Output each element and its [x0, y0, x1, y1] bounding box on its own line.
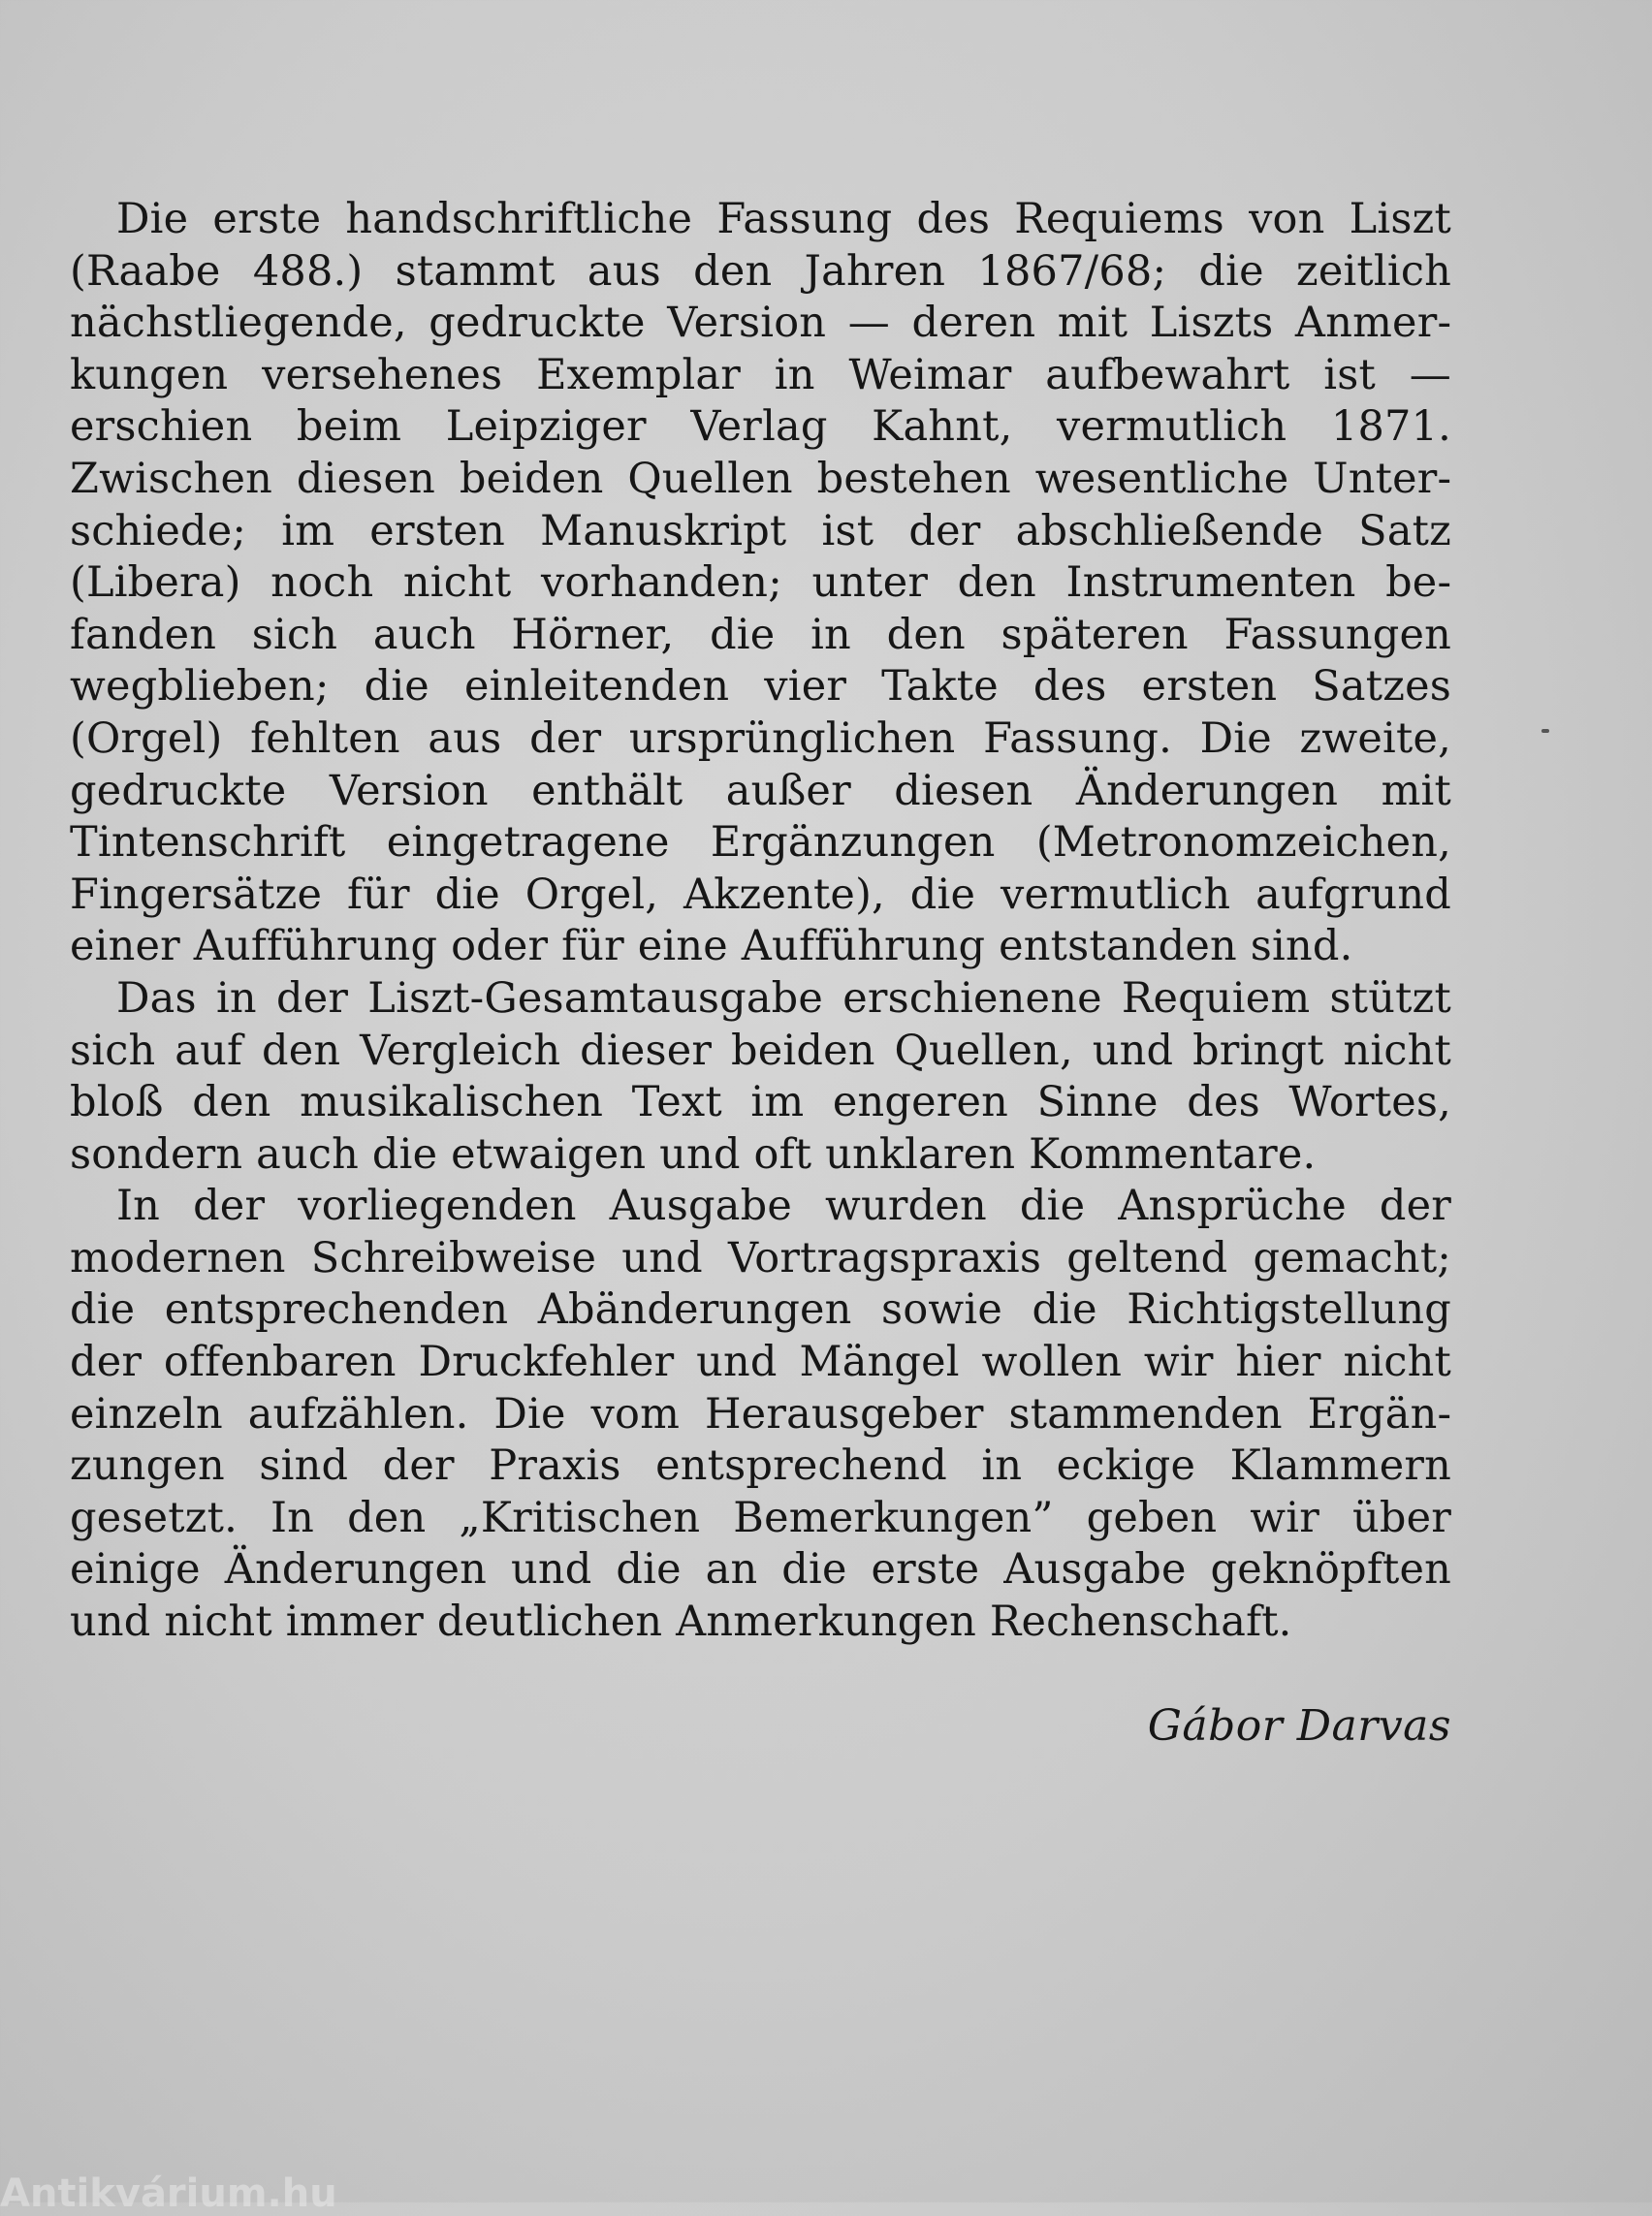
author-signature: Gábor Darvas [1147, 1701, 1451, 1751]
paragraph-3: In der vorliegenden Ausgabe wurden die Ansprüche der modernen Schreibweise und Vortragspraxis geltend gemacht; die entsprechenden Abänderungen sowie die Richtigstellung der offenbaren Druckfehler und Mängel wollen wir hier nicht einzeln aufzählen. Die vom Herausgeber stammenden Ergänzungen sind der Praxis entsprechend in eckige Klammern gesetzt. In den „Kritischen Bemerkungen” geben wir über einige Änderungen und die an die erste Ausgabe geknöpften und nicht immer deutlichen Anmerkungen Rechenschaft. [70, 1182, 1451, 1647]
paragraph-1: Die erste handschriftliche Fassung des Requiems von Liszt (Raabe 488.) stammt aus den Jahren 1867/68; die zeitlich nächstliegende, gedruckte Version — deren mit Liszts Anmerkungen versehenes Exemplar in Weimar aufbewahrt ist — erschien beim Leipziger Verlag Kahnt, vermutlich 1871. Zwischen diesen beiden Quellen bestehen wesentliche Unterschiede; im ersten Manuskript ist der abschließende Satz (Libera) noch nicht vorhanden; unter den Instrumenten befanden sich auch Hörner, die in den späteren Fassungen wegblieben; die einleitenden vier Takte des ersten Satzes (Orgel) fehlten aus der ursprünglichen Fassung. Die zweite, gedruckte Version enthält außer diesen Änderungen mit Tintenschrift eingetragene Ergänzungen (Metronomzeichen, Fingersätze für die Orgel, Akzente), die vermutlich aufgrund einer Aufführung oder für eine Aufführung entstanden sind. [70, 195, 1451, 971]
paragraph-2: Das in der Liszt-Gesamtausgabe erschienene Requiem stützt sich auf den Vergleich dieser beiden Quellen, und bringt nicht bloß den musikalischen Text im engeren Sinne des Wortes, sondern auch die etwaigen und oft unklaren Kommentare. [70, 973, 1451, 1179]
watermark: Antikvárium.hu [0, 2171, 337, 2216]
paper-speck [1541, 729, 1549, 733]
document-page [70, 194, 1451, 1751]
